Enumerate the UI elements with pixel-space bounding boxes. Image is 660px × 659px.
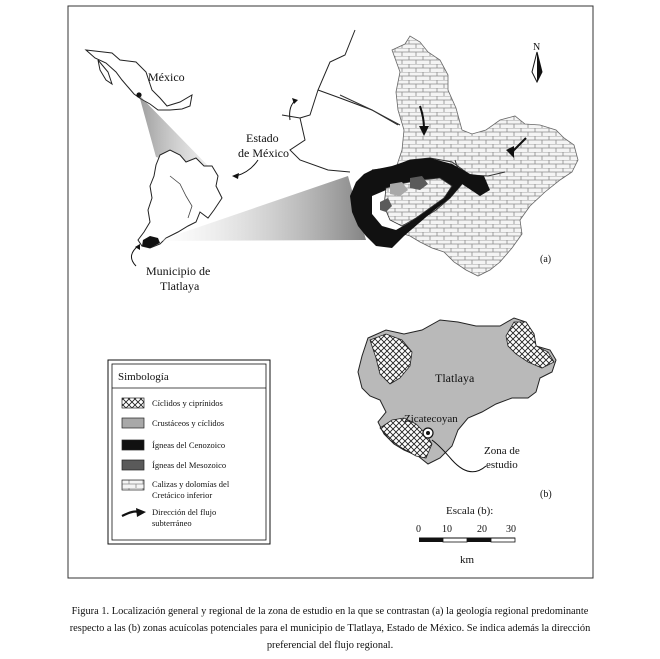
label-zona-1: Zona de xyxy=(484,445,520,457)
legend-item-label: Calizas y dolomías del xyxy=(152,479,230,489)
scale-tick: 30 xyxy=(506,524,516,535)
legend-swatch-black xyxy=(122,440,144,450)
scale-title: Escala (b): xyxy=(446,505,494,517)
scale-bar xyxy=(419,538,515,542)
legend-swatch-light-gray xyxy=(122,418,144,428)
label-panel-a: (a) xyxy=(540,254,552,265)
label-municipio-1: Municipio de xyxy=(146,264,211,278)
legend-item-label: Crustáceos y cíclidos xyxy=(152,418,225,428)
figure-caption xyxy=(0,603,660,654)
caption-line: Figura 1. Localización general y regional de la zona de estudio en la que se contrastan (a) la geología regional predominante xyxy=(71,606,589,617)
legend-swatch-dark-gray xyxy=(122,460,144,470)
study-site-marker-center xyxy=(426,431,430,435)
label-panel-b: (b) xyxy=(540,489,552,500)
legend-flow-arrow-icon xyxy=(122,508,146,517)
label-mexico: México xyxy=(148,70,185,84)
region-a-limestone xyxy=(380,36,578,276)
municipio-label-arrow xyxy=(131,246,138,266)
legend-swatch-crosshatch xyxy=(122,398,144,408)
legend-item-label: Ígneas del Mesozoico xyxy=(152,460,227,470)
legend-item-label: subterráneo xyxy=(152,518,192,528)
legend-item-label: Ígneas del Cenozoico xyxy=(152,440,226,450)
scale-tick: 0 xyxy=(416,524,421,535)
label-tlatlaya: Tlatlaya xyxy=(435,371,475,385)
label-estado-2: de México xyxy=(238,146,289,160)
label-north: N xyxy=(533,42,541,53)
legend-item-label: Dirección del flujo xyxy=(152,507,217,517)
legend-item-label: Cíclidos y ciprínidos xyxy=(152,398,223,408)
scale-tick: 20 xyxy=(477,524,487,535)
label-municipio-2: Tlatlaya xyxy=(160,279,200,293)
legend-item-label: Cretácico inferior xyxy=(152,490,213,500)
caption-line: preferencial del flujo regional. xyxy=(266,640,394,651)
label-zona-2: estudio xyxy=(486,459,518,471)
legend-title: Simbología xyxy=(118,371,169,383)
region-a-boundaries xyxy=(282,30,398,172)
scale-unit: km xyxy=(460,554,475,566)
label-estado-1: Estado xyxy=(246,131,279,145)
label-zicatecoyan: Zicatecoyan xyxy=(404,413,458,425)
legend-swatch-brick xyxy=(122,480,144,490)
caption-line: respecto a las (b) zonas acuícolas potenciales para el municipio de Tlatlaya, Estado de México. Se indica además la dirección xyxy=(69,623,591,634)
estado-label-arrow-left-head xyxy=(232,173,239,179)
estado-label-arrow-left xyxy=(236,160,258,176)
scale-tick: 10 xyxy=(442,524,452,535)
north-arrow-icon xyxy=(532,52,542,82)
municipio-label-arrow-head xyxy=(135,244,140,250)
